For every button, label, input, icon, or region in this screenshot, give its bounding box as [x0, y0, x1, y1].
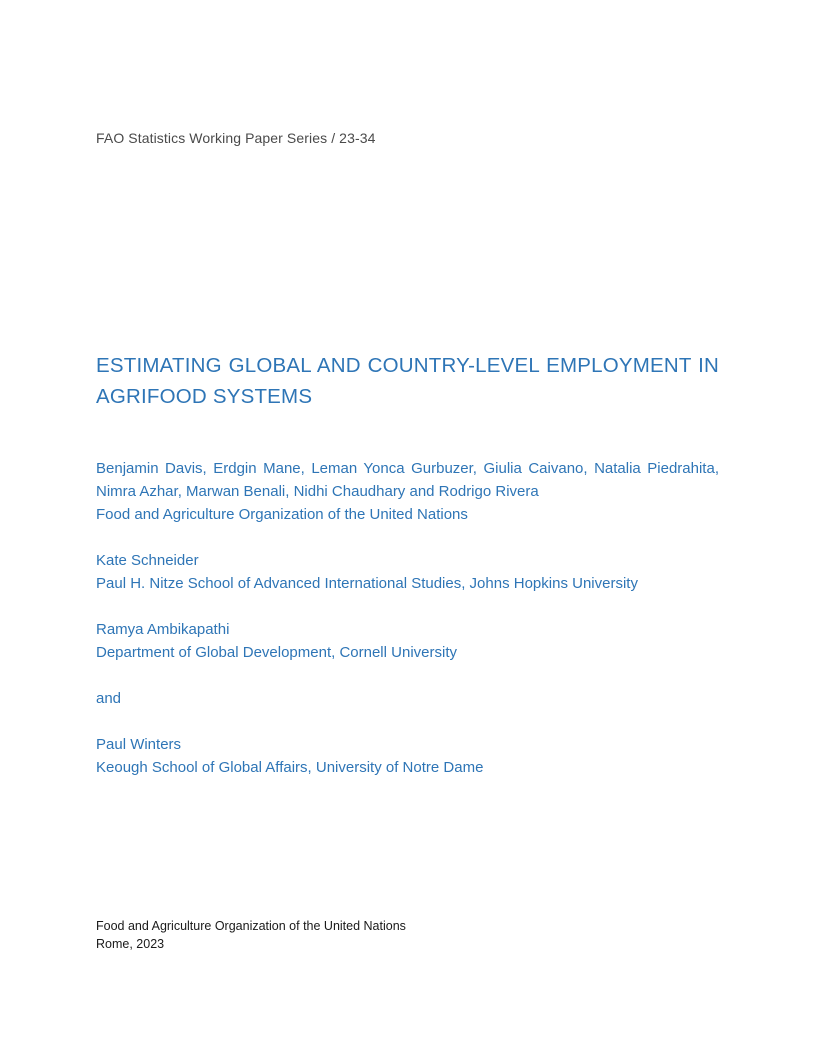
conjunction-text: and: [96, 690, 122, 707]
author-group-cornell: [96, 618, 719, 664]
author-group-jhu: [96, 549, 719, 595]
affiliation-cornell: Department of Global Development, Cornell University: [96, 644, 457, 661]
publisher-name: Food and Agriculture Organization of the United Nations: [96, 919, 406, 933]
author-group-fao: [96, 457, 719, 526]
affiliation-fao: Food and Agriculture Organization of the United Nations: [96, 506, 468, 523]
author-name-ambikapathi: Ramya Ambikapathi: [96, 621, 230, 638]
author-names-line-2: Nimra Azhar, Marwan Benali, Nidhi Chaudhary and Rodrigo Rivera: [96, 483, 539, 500]
affiliation-jhu: Paul H. Nitze School of Advanced International Studies, Johns Hopkins University: [96, 575, 638, 592]
author-name-winters: Paul Winters: [96, 736, 182, 753]
publication-place-year: Rome, 2023: [96, 937, 165, 951]
paper-title: ESTIMATING GLOBAL AND COUNTRY-LEVEL EMPLOYMENT IN AGRIFOOD SYSTEMS: [96, 354, 719, 408]
author-names-line-1: Benjamin Davis, Erdgin Mane, Leman Yonca Gurbuzer, Giulia Caivano, Natalia Piedrahita,: [96, 460, 719, 477]
conjunction: [96, 687, 719, 710]
series-label: FAO Statistics Working Paper Series / 23-34: [96, 130, 376, 146]
affiliation-notre-dame: Keough School of Global Affairs, University of Notre Dame: [96, 759, 484, 776]
author-name-schneider: Kate Schneider: [96, 552, 199, 569]
publisher-footer: [96, 917, 406, 953]
author-group-notre-dame: [96, 733, 719, 779]
authors-section: [96, 457, 719, 802]
